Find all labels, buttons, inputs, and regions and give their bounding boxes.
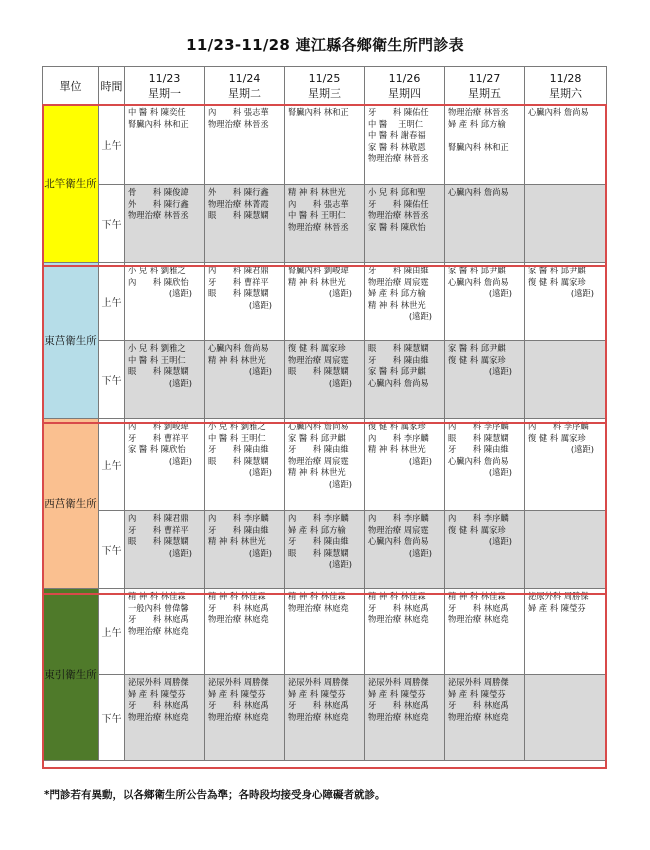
remote-note: (遠距) [168,547,192,558]
doctor-entry: 物理治療 林庭堯 [288,602,349,613]
day-date: 11/26 [388,71,421,85]
remote-note: (遠距) [408,547,432,558]
doctor-entry: 眼 科 陳慧嫻 [288,547,349,558]
doctor-entry: 復 健 科 厲家珍 [448,354,506,365]
schedule-cell [125,105,205,185]
clinic-session-row [43,675,607,761]
doctor-entry: 心臟內科 詹尚易 [368,536,429,547]
doctor-entry: 物理治療 林庭堯 [448,711,509,722]
doctor-entry: 外 科 陳行鑫 [208,187,269,197]
schedule-cell [205,341,285,419]
clinic-session-row [43,263,607,341]
doctor-entry: 中 醫 科 陳奕任 [128,107,186,117]
clinic-session-row [43,341,607,419]
doctor-entry: 物理治療 周宸霆 [368,276,429,287]
clinic-session-row [43,419,607,511]
session-label: 上午 [99,419,125,511]
doctor-entry: 家 醫 科 陳欣怡 [368,221,426,232]
schedule-cell [445,419,525,511]
remote-note: (遠距) [168,288,192,299]
doctor-entry: 腎臟內科 劉峻瑋 [288,265,349,275]
doctor-entry: 婦 產 科 陳瑩芬 [448,688,506,699]
day-date: 11/28 [549,71,582,85]
doctor-entry: 家 醫 科 邱尹麒 [448,343,506,353]
doctor-entry: 復 健 科 厲家珍 [288,343,346,353]
doctor-entry: 精 神 科 林佳霖 [368,591,426,601]
doctor-entry: 精 神 科 林世光 [368,299,426,310]
schedule-cell [125,589,205,675]
schedule-cell [525,589,607,675]
doctor-entry: 牙 科 陳由維 [208,444,269,455]
doctor-entry: 泌尿外科 周勝傑 [288,677,349,687]
doctor-entry: 心臟內科 詹尚易 [208,343,269,353]
doctor-entry: 一般內科 曾偉馨 [128,602,189,613]
remote-note: (遠距) [408,455,432,466]
doctor-entry: 物理治療 林庭堯 [448,614,509,625]
doctor-entry: 婦 產 科 陳瑩芬 [528,602,586,613]
clinic-name: 北竿衛生所 [43,105,99,263]
doctor-entry: 物理治療 周宸霆 [368,524,429,535]
doctor-entry: 物理治療 林晉丞 [208,118,269,129]
doctor-entry: 家 醫 科 邱尹麒 [448,265,506,275]
schedule-cell [125,675,205,761]
doctor-entry: 內 科 劉峻瑋 [128,421,189,431]
doctor-entry: 牙 科 林庭禹 [448,700,509,711]
doctor-entry: 中 醫 科 謝春福 [368,130,426,141]
doctor-entry: 牙 科 陳由維 [208,524,269,535]
schedule-cell [365,675,445,761]
schedule-cell [365,263,445,341]
doctor-entry: 精 神 科 林世光 [208,536,266,547]
doctor-entry: 小 兒 科 劉雅之 [128,343,186,353]
remote-note: (遠距) [248,366,272,377]
doctor-entry: 牙 科 陳由維 [288,444,349,455]
remote-note: (遠距) [248,467,272,478]
doctor-entry: 牙 科 曹祥平 [208,276,269,287]
schedule-cell [525,105,607,185]
doctor-entry: 精 神 科 林佳霖 [288,591,346,601]
doctor-entry: 物理治療 林菁霞 [208,198,269,209]
doctor-entry: 精 神 科 林世光 [288,276,346,287]
schedule-cell [365,419,445,511]
doctor-entry: 內 科 李序麟 [528,421,589,431]
day-header [445,67,525,105]
doctor-entry: 復 健 科 厲家珍 [448,524,506,535]
doctor-entry: 內 科 李序麟 [368,513,429,523]
schedule-cell [445,263,525,341]
doctor-entry: 中 醫 王明仁 [368,118,424,129]
doctor-entry: 腎臟內科 林和正 [288,107,349,117]
day-date: 11/25 [308,71,341,85]
doctor-entry: 家 醫 科 邱尹麒 [368,366,426,377]
doctor-entry: 眼 科 陳慧嫻 [208,455,269,466]
remote-note: (遠距) [488,536,512,547]
doctor-entry: 精 神 科 林佳霖 [208,591,266,601]
schedule-cell [205,511,285,589]
schedule-cell [445,105,525,185]
doctor-entry: 復 健 科 厲家珍 [528,432,586,443]
doctor-entry: 內 科 李序麟 [368,432,429,443]
day-weekday: 星期一 [148,86,181,100]
doctor-entry: 牙 科 陳由維 [288,536,349,547]
remote-note: (遠距) [328,377,352,388]
schedule-cell [365,185,445,263]
day-weekday: 星期五 [468,86,501,100]
doctor-entry: 內 科 李序麟 [208,513,269,523]
clinic-name: 西莒衛生所 [43,419,99,589]
schedule-cell [365,105,445,185]
schedule-cell [205,263,285,341]
doctor-entry: 物理治療 林庭堯 [208,711,269,722]
doctor-entry: 婦 產 科 邱方榆 [448,118,506,129]
doctor-entry: 牙 科 陳由維 [368,354,429,365]
doctor-entry: 牙 科 林庭禹 [448,602,509,613]
clinic-session-row [43,589,607,675]
session-label: 上午 [99,263,125,341]
doctor-entry: 心臟內科 詹尚易 [288,421,349,431]
day-header [285,67,365,105]
doctor-entry: 精 神 科 林佳霖 [128,591,186,601]
doctor-entry: 內 科 陳君鼎 [208,265,269,275]
doctor-entry: 心臟內科 詹尚易 [368,377,429,388]
schedule-cell [285,185,365,263]
schedule-cell [445,511,525,589]
doctor-entry: 物理治療 林庭堯 [288,711,349,722]
schedule-cell [285,263,365,341]
doctor-entry: 牙 科 陳佑任 [368,107,429,117]
day-header [365,67,445,105]
doctor-entry: 物理治療 林庭堯 [208,614,269,625]
clinic-session-row [43,105,607,185]
doctor-entry: 牙 科 林庭禹 [128,700,189,711]
day-header [205,67,285,105]
doctor-entry: 小 兒 科 劉雅之 [128,265,186,275]
session-label: 下午 [99,185,125,263]
session-label: 下午 [99,675,125,761]
day-date: 11/24 [228,71,261,85]
schedule-cell [525,341,607,419]
doctor-entry: 腎臟內科 林和正 [448,141,509,152]
doctor-entry: 精 神 科 林世光 [288,187,346,197]
day-header [525,67,607,105]
doctor-entry: 泌尿外科 周勝傑 [128,677,189,687]
doctor-entry: 眼 科 陳慧嫻 [128,366,189,377]
doctor-entry: 家 醫 科 陳欣怡 [128,444,186,455]
clinic-name: 東莒衛生所 [43,263,99,419]
doctor-entry: 泌尿外科 周勝傑 [208,677,269,687]
doctor-entry [448,130,522,142]
doctor-entry: 婦 產 科 陳瑩芬 [208,688,266,699]
doctor-entry: 牙 科 林庭禹 [208,602,269,613]
schedule-cell [365,341,445,419]
doctor-entry: 牙 科 林庭禹 [288,700,349,711]
doctor-entry: 小 兒 科 劉雅之 [208,421,266,431]
schedule-cell [285,589,365,675]
footnote: *門診若有異動，以各鄉衛生所公告為準；各時段均接受身心障礙者就診。 [44,789,386,801]
remote-note: (遠距) [168,377,192,388]
doctor-entry: 內 科 李序麟 [448,421,509,431]
remote-note: (遠距) [408,311,432,322]
remote-note: (遠距) [488,366,512,377]
schedule-cell [525,675,607,761]
doctor-entry: 物理治療 林庭堯 [128,625,189,636]
doctor-entry: 牙 科 曹祥平 [128,524,189,535]
doctor-entry: 婦 產 科 陳瑩芬 [288,688,346,699]
session-label: 下午 [99,341,125,419]
day-weekday: 星期六 [549,86,582,100]
schedule-cell [125,511,205,589]
doctor-entry: 物理治療 林晉丞 [288,221,349,232]
doctor-entry: 家 醫 科 邱尹麒 [528,265,586,275]
doctor-entry: 牙 科 林庭禹 [208,700,269,711]
doctor-entry: 物理治療 林晉丞 [368,153,429,164]
doctor-entry: 中 醫 科 王明仁 [288,210,346,221]
doctor-entry: 內 科 陳君鼎 [128,513,189,523]
doctor-entry: 腎臟內科 林和正 [128,118,189,129]
page-title: 11/23-11/28 連江縣各鄉衛生所門診表 [186,36,464,54]
doctor-entry: 泌尿外科 周勝傑 [528,591,589,601]
doctor-entry: 心臟內科 詹尚易 [448,276,509,287]
doctor-entry: 內 科 張志華 [288,198,349,209]
doctor-entry: 復 健 科 厲家珍 [528,276,586,287]
clinic-session-row [43,511,607,589]
schedule-cell [445,341,525,419]
doctor-entry: 骨 科 陳俊諱 [128,187,189,197]
schedule-cell [365,511,445,589]
schedule-cell [445,589,525,675]
doctor-entry: 物理治療 林晉丞 [448,107,509,117]
schedule-cell [445,675,525,761]
schedule-cell [525,419,607,511]
header-row [43,67,607,105]
doctor-entry: 內 科 張志華 [208,107,269,117]
clinic-name: 東引衛生所 [43,589,99,761]
clinic-schedule-table [42,66,607,761]
day-date: 11/27 [468,71,501,85]
day-weekday: 星期二 [228,86,261,100]
doctor-entry: 精 神 科 林世光 [208,354,266,365]
remote-note: (遠距) [328,559,352,570]
remote-note: (遠距) [248,547,272,558]
doctor-entry: 精 神 科 林佳霖 [448,591,506,601]
remote-note: (遠距) [570,288,594,299]
doctor-entry: 物理治療 林庭堯 [128,711,189,722]
doctor-entry: 眼 科 陳慧嫻 [208,210,269,221]
doctor-entry: 中 醫 科 王明仁 [128,354,186,365]
doctor-entry: 泌尿外科 周勝傑 [368,677,429,687]
doctor-entry: 物理治療 周宸霆 [288,455,349,466]
remote-note: (遠距) [488,467,512,478]
doctor-entry: 牙 科 林庭禹 [368,602,429,613]
doctor-entry: 內 科 李序麟 [288,513,349,523]
day-header [125,67,205,105]
schedule-cell [285,675,365,761]
doctor-entry: 物理治療 林庭堯 [368,614,429,625]
doctor-entry: 心臟內科 詹尚易 [448,187,509,197]
doctor-entry: 牙 科 陳佑任 [368,198,429,209]
doctor-entry: 眼 科 陳慧嫻 [368,343,429,353]
doctor-entry: 心臟內科 詹尚易 [448,455,509,466]
schedule-cell [445,185,525,263]
doctor-entry: 心臟內科 詹尚易 [528,107,589,117]
schedule-cell [205,185,285,263]
clinic-session-row [43,185,607,263]
doctor-entry: 牙 科 陳由維 [448,444,509,455]
doctor-entry: 家 醫 科 林敬恩 [368,141,426,152]
schedule-cell [285,105,365,185]
schedule-cell [125,185,205,263]
doctor-entry: 眼 科 陳慧嫻 [208,288,269,299]
doctor-entry: 物理治療 林庭堯 [368,711,429,722]
doctor-entry: 家 醫 科 邱尹麒 [288,432,346,443]
doctor-entry: 內 科 李序麟 [448,513,509,523]
doctor-entry: 物理治療 周宸霆 [288,354,349,365]
doctor-entry: 牙 科 陳由維 [368,265,429,275]
doctor-entry: 泌尿外科 周勝傑 [448,677,509,687]
schedule-cell [125,263,205,341]
doctor-entry: 牙 科 林庭禹 [368,700,429,711]
day-weekday: 星期四 [388,86,421,100]
day-weekday: 星期三 [308,86,341,100]
doctor-entry: 中 醫 科 王明仁 [208,432,266,443]
doctor-entry: 眼 科 陳慧嫻 [128,536,189,547]
time-column-header: 時間 [99,67,125,105]
remote-note: (遠距) [168,455,192,466]
doctor-entry: 婦 產 科 陳瑩芬 [368,688,426,699]
remote-note: (遠距) [570,444,594,455]
schedule-cell [525,263,607,341]
schedule-cell [205,419,285,511]
doctor-entry: 物理治療 林晉丞 [368,210,429,221]
doctor-entry: 精 神 科 林世光 [288,467,346,478]
schedule-cell [285,341,365,419]
doctor-entry: 婦 產 科 邱方榆 [368,288,426,299]
session-label: 上午 [99,589,125,675]
doctor-entry: 眼 科 陳慧嫻 [288,366,349,377]
doctor-entry: 內 科 陳欣怡 [128,276,189,287]
doctor-entry: 外 科 陳行鑫 [128,198,189,209]
schedule-cell [285,419,365,511]
remote-note: (遠距) [488,288,512,299]
remote-note: (遠距) [328,478,352,489]
doctor-entry: 小 兒 科 邱和聖 [368,187,426,197]
doctor-entry: 牙 科 曹祥平 [128,432,189,443]
schedule-cell [125,341,205,419]
schedule-cell [525,511,607,589]
remote-note: (遠距) [328,288,352,299]
schedule-cell [205,589,285,675]
schedule-cell [525,185,607,263]
doctor-entry: 婦 產 科 陳瑩芬 [128,688,186,699]
schedule-cell [125,419,205,511]
doctor-entry: 精 神 科 林世光 [368,444,426,455]
session-label: 下午 [99,511,125,589]
schedule-cell [365,589,445,675]
schedule-cell [285,511,365,589]
doctor-entry: 婦 產 科 邱方榆 [288,524,346,535]
session-label: 上午 [99,105,125,185]
schedule-cell [205,105,285,185]
doctor-entry: 復 健 科 厲家珍 [368,421,426,431]
doctor-entry: 牙 科 林庭禹 [128,614,189,625]
remote-note: (遠距) [248,299,272,310]
unit-column-header: 單位 [43,67,99,105]
doctor-entry: 物理治療 林晉丞 [128,210,189,221]
doctor-entry: 眼 科 陳慧嫻 [448,432,509,443]
schedule-cell [205,675,285,761]
day-date: 11/23 [148,71,181,85]
